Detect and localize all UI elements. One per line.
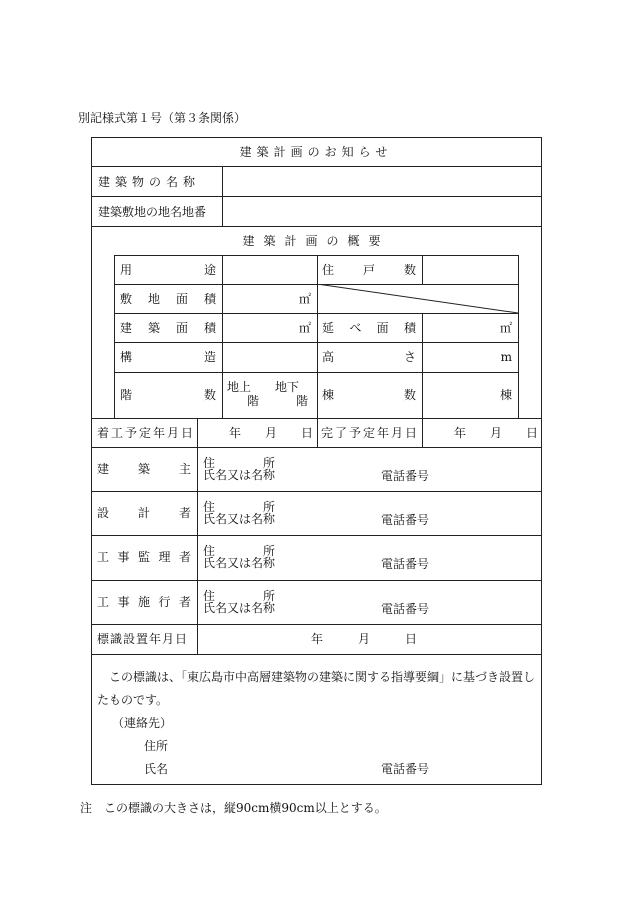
notice-line-1: この標識は、「東広島市中高層建築物の建築に関する指導要綱」に基づき設置し [109, 670, 536, 684]
completion-month: 月 [490, 426, 503, 440]
start-month: 月 [265, 426, 278, 440]
row-divider [91, 535, 541, 536]
inner-col-divider [422, 313, 423, 418]
row-divider [91, 447, 541, 448]
sign-year: 年 [311, 632, 324, 646]
table-border-bottom [91, 784, 541, 785]
inner-border-right [518, 255, 519, 418]
start-day: 日 [301, 426, 314, 440]
inner-row-divider [114, 342, 518, 343]
row-divider [91, 654, 541, 655]
floors-label: 階数 [120, 388, 216, 402]
party-address-2: 所 [263, 500, 276, 514]
use-label: 用途 [120, 263, 216, 277]
col-divider [222, 166, 223, 226]
table-border-top [91, 137, 541, 138]
row-divider [91, 196, 541, 197]
inner-row-divider [114, 313, 518, 314]
row-divider [91, 418, 541, 419]
party-name-label: 氏名又は名称 [203, 601, 276, 615]
party-label: 設計者 [97, 506, 191, 520]
party-address-1: 住 [203, 500, 216, 514]
party-address-2: 所 [263, 456, 276, 470]
completion-day: 日 [526, 426, 539, 440]
party-address-2: 所 [263, 589, 276, 603]
total-floor-area-unit: ㎡ [499, 321, 512, 335]
inner-col-divider [222, 255, 223, 418]
buildings-unit: 棟 [499, 388, 512, 402]
party-label: 建築主 [97, 462, 191, 476]
row-divider [91, 491, 541, 492]
notice-line-2: たものです。 [97, 693, 169, 707]
party-name-label: 氏名又は名称 [203, 512, 276, 526]
site-address-label: 建築敷地の地名地番 [98, 205, 207, 219]
table-border-right [541, 137, 542, 785]
party-address-1: 住 [203, 589, 216, 603]
above-ground-label: 地上 [227, 380, 252, 394]
party-address-1: 住 [203, 544, 216, 558]
party-name-label: 氏名又は名称 [203, 556, 276, 570]
completion-date-label: 完了予定年月日 [321, 426, 420, 440]
building-area-label: 建築面積 [120, 321, 216, 335]
notice-title: 建築計画のお知らせ [239, 145, 393, 159]
site-area-label: 敷地面積 [120, 292, 216, 306]
party-phone-label: 電話番号 [381, 557, 430, 571]
above-ground-unit: 階 [247, 394, 260, 408]
form-number: 別記様式第１号（第３条関係） [78, 111, 247, 125]
structure-label: 構造 [120, 350, 216, 364]
start-date-label: 着工予定年月日 [97, 426, 196, 440]
inner-col-divider [317, 255, 318, 418]
col-divider [197, 418, 198, 447]
col-divider [197, 447, 198, 654]
party-label: 工事監理者 [97, 550, 191, 564]
buildings-label: 棟数 [322, 388, 416, 402]
footnote: 注 この標識の大きさは，縦90cm横90cm以上とする。 [80, 801, 387, 815]
contact-address-label: 住所 [144, 739, 169, 753]
party-phone-label: 電話番号 [381, 513, 430, 527]
units-label: 住戸数 [322, 263, 416, 277]
building-area-unit: ㎡ [298, 321, 311, 335]
party-address-1: 住 [203, 456, 216, 470]
sign-day: 日 [405, 632, 418, 646]
row-divider [91, 624, 541, 625]
building-name-label: 建築物の名称 [98, 175, 201, 189]
party-phone-label: 電話番号 [381, 469, 430, 483]
row-divider [91, 166, 541, 167]
inner-row-divider [114, 372, 518, 373]
sign-month: 月 [358, 632, 371, 646]
col-divider [422, 418, 423, 447]
completion-year: 年 [454, 426, 467, 440]
below-ground-unit: 階 [296, 394, 309, 408]
party-label: 工事施行者 [97, 595, 191, 609]
party-phone-label: 電話番号 [381, 602, 430, 616]
overview-title: 建築計画の概要 [242, 234, 390, 248]
inner-border-left [114, 255, 115, 418]
row-divider [91, 580, 541, 581]
party-address-2: 所 [263, 544, 276, 558]
diagonal-strike [317, 284, 518, 313]
total-floor-area-label: 延べ面積 [322, 321, 416, 335]
height-label: 高さ [322, 350, 416, 364]
inner-col-divider [422, 255, 423, 284]
contact-phone-label: 電話番号 [381, 762, 430, 776]
start-year: 年 [229, 426, 242, 440]
height-unit: m [500, 350, 512, 364]
row-divider [91, 226, 541, 227]
contact-label: （連絡先） [112, 716, 173, 730]
inner-border-top [114, 255, 518, 256]
below-ground-label: 地下 [275, 380, 300, 394]
party-name-label: 氏名又は名称 [203, 468, 276, 482]
contact-name-label: 氏名 [144, 762, 169, 776]
col-divider [317, 418, 318, 447]
site-area-unit: ㎡ [298, 292, 311, 306]
sign-date-label: 標識設置年月日 [97, 632, 189, 646]
